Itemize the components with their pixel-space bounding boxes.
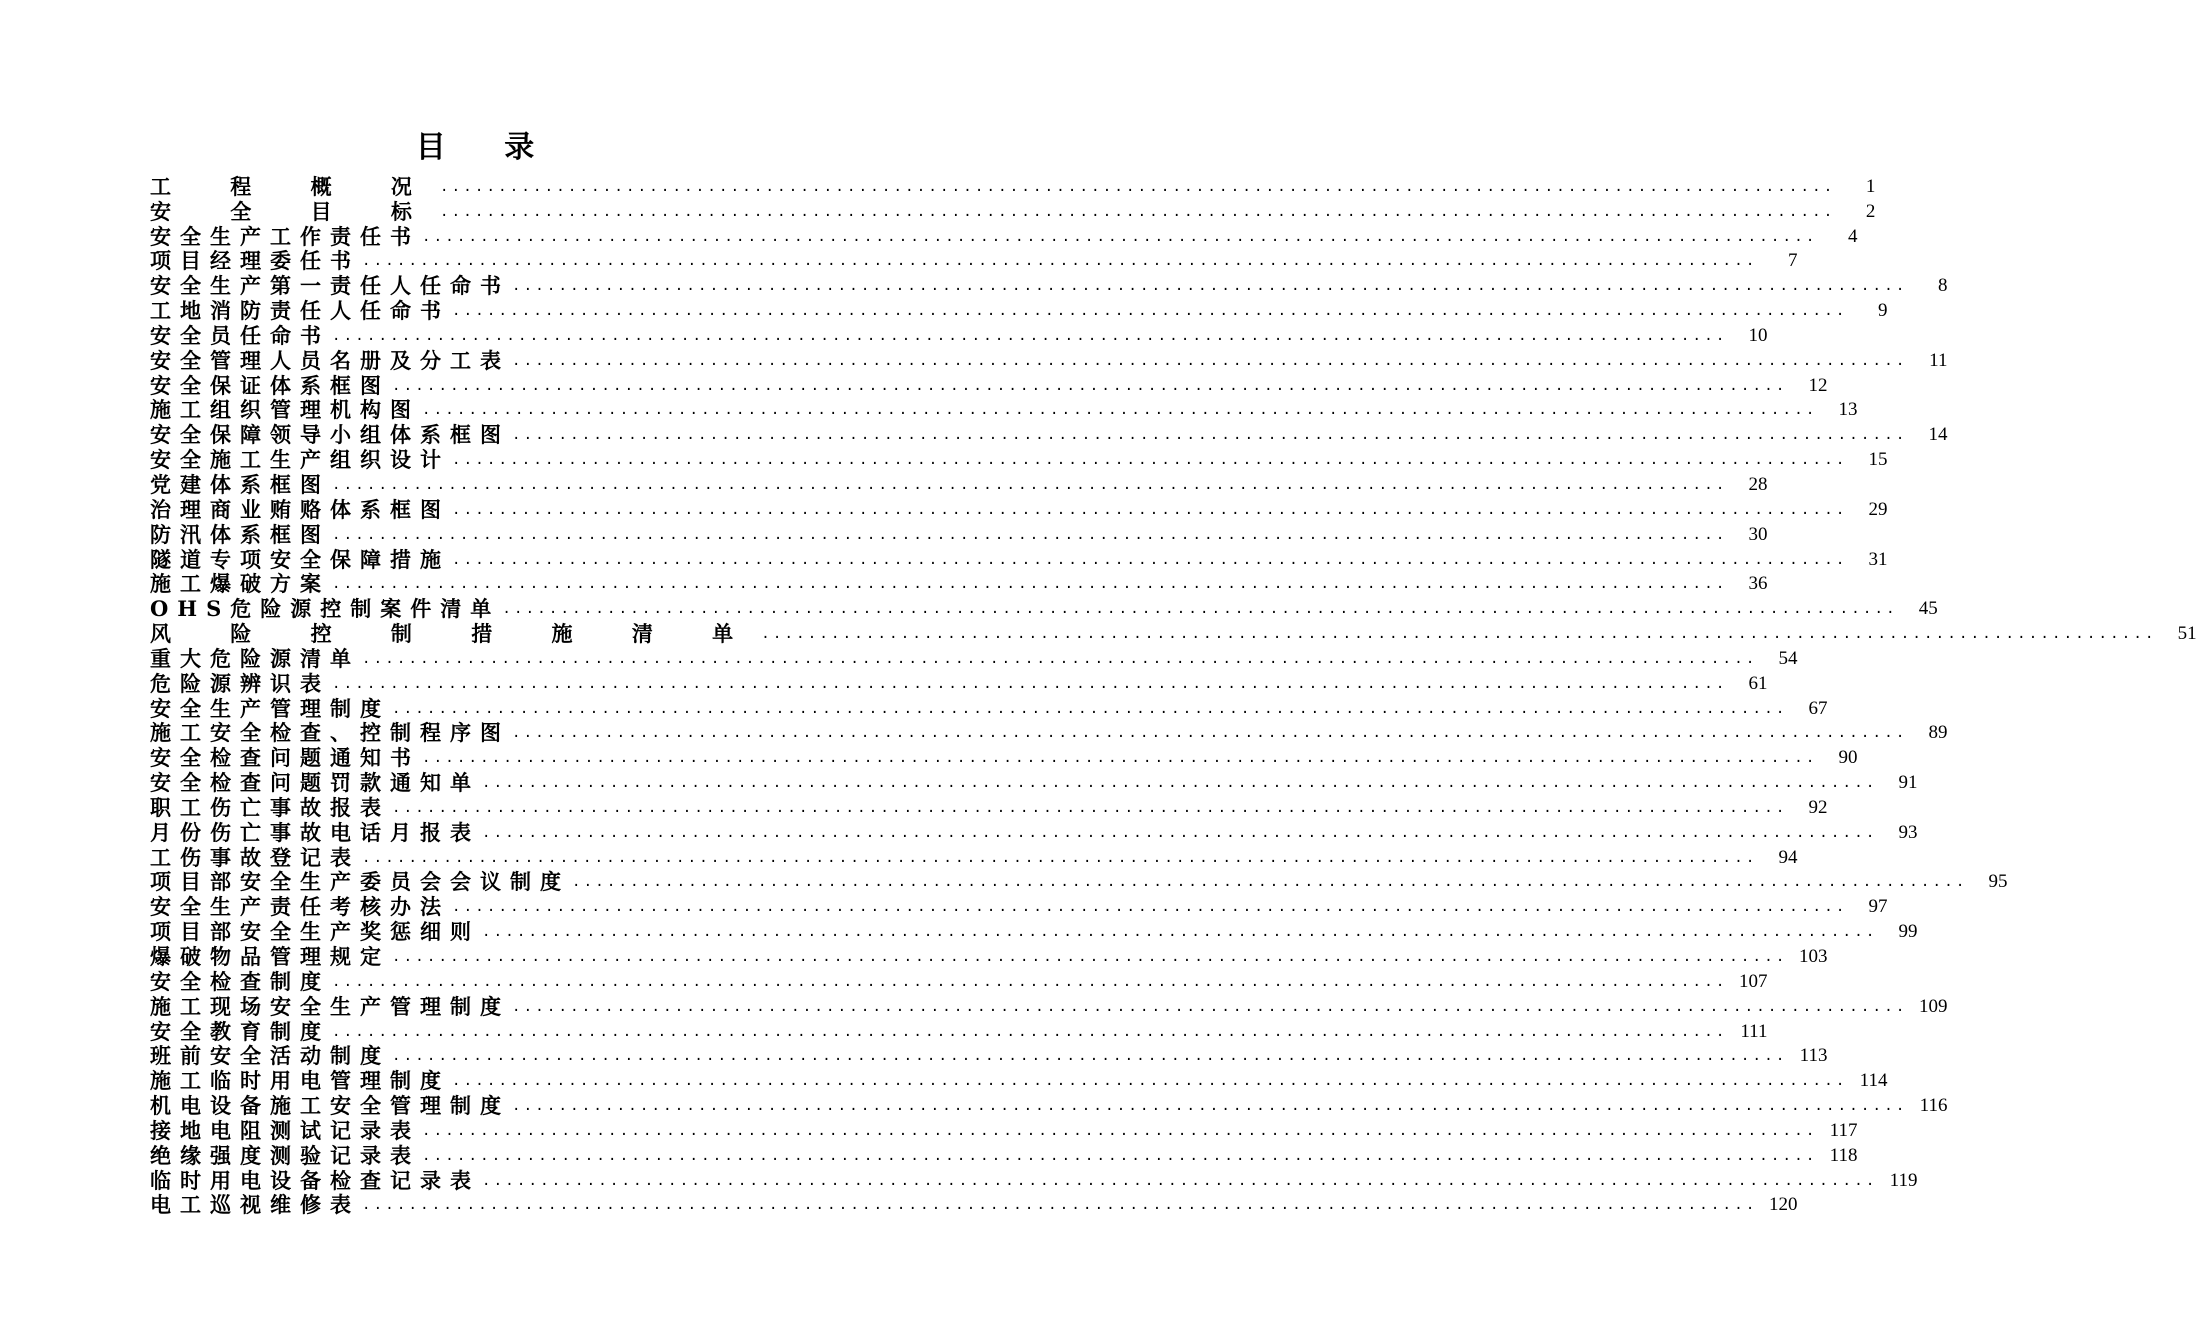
toc-entry-title: 安 全 目 标 bbox=[150, 198, 438, 224]
toc-entry bbox=[150, 372, 1828, 398]
toc-entry-title: 工 程 概 况 bbox=[150, 173, 438, 199]
toc-entry-title: 施工爆破方案 bbox=[150, 571, 330, 597]
toc-entry bbox=[150, 844, 1798, 870]
toc-entry-page-number: 111 bbox=[1740, 1020, 1768, 1042]
toc-entry-page-number: 4 bbox=[1847, 225, 1858, 247]
toc-entry-title: 安全施工生产组织设计 bbox=[150, 447, 450, 473]
toc-entry-title: 职工伤亡事故报表 bbox=[150, 794, 390, 820]
toc-entry-page-number: 2 bbox=[1865, 200, 1876, 222]
toc-entry bbox=[150, 1192, 1798, 1218]
toc-entry bbox=[150, 322, 1768, 348]
dot-leader: ........................................................................................................................ bbox=[512, 998, 1908, 1015]
toc-entry-title: 月份伤亡事故电话月报表 bbox=[150, 819, 480, 845]
toc-entry-page-number: 13 bbox=[1838, 399, 1858, 421]
toc-entry-page-number: 30 bbox=[1748, 523, 1768, 545]
toc-entry-title: 风 险 控 制 措 施 清 单 bbox=[150, 621, 760, 647]
dot-leader: ........................................................................................................................ bbox=[332, 327, 1728, 344]
toc-entry-page-number: 11 bbox=[1929, 349, 1948, 371]
dot-leader: ........................................................................................................................ bbox=[362, 1197, 1758, 1214]
toc-entry-title: 安全管理人员名册及分工表 bbox=[150, 347, 510, 373]
toc-entry-page-number: 14 bbox=[1928, 424, 1948, 446]
toc-entry bbox=[150, 471, 1768, 497]
toc-entry-page-number: 91 bbox=[1898, 772, 1918, 794]
toc-entry-title: 安全检查问题罚款通知单 bbox=[150, 770, 480, 796]
toc-entry-page-number: 31 bbox=[1868, 548, 1888, 570]
toc-entry bbox=[150, 968, 1768, 994]
toc-entry-title: 工伤事故登记表 bbox=[150, 844, 360, 870]
dot-leader: ........................................................................................................................ bbox=[512, 352, 1908, 369]
toc-entry-page-number: 94 bbox=[1778, 846, 1798, 868]
toc-entry bbox=[150, 546, 1888, 572]
toc-entry-title: 安全保障领导小组体系框图 bbox=[150, 422, 510, 448]
dot-leader: ........................................................................................................................ bbox=[332, 675, 1728, 692]
dot-leader: ........................................................................................................................ bbox=[452, 452, 1848, 469]
toc-entry-page-number: 103 bbox=[1798, 946, 1828, 967]
dot-leader: ........................................................................................................................ bbox=[512, 725, 1908, 742]
dot-leader: ........................................................................................................................ bbox=[452, 303, 1848, 320]
dot-leader: ........................................................................................................................ bbox=[439, 203, 1836, 220]
toc-entry bbox=[150, 894, 1888, 920]
toc-entry-page-number: 116 bbox=[1919, 1095, 1948, 1117]
toc-entry bbox=[150, 1167, 1918, 1193]
dot-leader: ........................................................................................................................ bbox=[362, 650, 1758, 667]
dot-leader: ........................................................................................................................ bbox=[422, 750, 1818, 767]
toc-entry-page-number: 29 bbox=[1868, 498, 1888, 520]
toc-entry-title: 班前安全活动制度 bbox=[150, 1043, 390, 1069]
dot-leader: ........................................................................................................................ bbox=[512, 427, 1908, 444]
toc-entry-title: 危险源辨识表 bbox=[150, 670, 330, 696]
toc-entry-page-number: 15 bbox=[1868, 449, 1888, 471]
toc-entry bbox=[150, 1117, 1858, 1143]
toc-entry-page-number: 7 bbox=[1787, 250, 1798, 272]
toc-entry-page-number: 119 bbox=[1889, 1169, 1918, 1191]
table-of-contents bbox=[150, 173, 2197, 1218]
toc-entry-page-number: 10 bbox=[1748, 324, 1768, 346]
toc-entry bbox=[150, 198, 1876, 224]
toc-entry-title: 项目部安全生产委员会会议制度 bbox=[150, 869, 570, 895]
toc-entry-title: 安全检查制度 bbox=[150, 968, 330, 994]
toc-entry bbox=[150, 819, 1918, 845]
toc-entry-page-number: 117 bbox=[1829, 1119, 1858, 1141]
toc-entry bbox=[150, 173, 1876, 199]
dot-leader: ........................................................................................................................ bbox=[452, 899, 1848, 916]
toc-entry-page-number: 1 bbox=[1865, 175, 1876, 197]
toc-entry-title: 安全生产责任考核办法 bbox=[150, 894, 450, 920]
toc-entry-title: OHS危险源控制案件清单 bbox=[150, 596, 501, 622]
toc-entry-title: 机电设备施工安全管理制度 bbox=[150, 1093, 510, 1119]
toc-entry-title: 隧道专项安全保障措施 bbox=[150, 546, 450, 572]
toc-entry-page-number: 93 bbox=[1898, 821, 1918, 843]
dot-leader: ........................................................................................................................ bbox=[452, 1073, 1848, 1090]
toc-entry-page-number: 8 bbox=[1937, 275, 1948, 297]
toc-entry bbox=[150, 745, 1858, 771]
toc-entry-title: 安全员任命书 bbox=[150, 322, 330, 348]
dot-leader: ........................................................................................................................ bbox=[502, 601, 1898, 618]
dot-leader: ........................................................................................................................ bbox=[512, 1098, 1908, 1115]
toc-entry-title: 重大危险源清单 bbox=[150, 645, 360, 671]
dot-leader: ........................................................................................................................ bbox=[482, 824, 1878, 841]
dot-leader: ........................................................................................................................ bbox=[392, 700, 1788, 717]
toc-entry-page-number: 118 bbox=[1829, 1144, 1858, 1166]
toc-entry-page-number: 120 bbox=[1768, 1194, 1798, 1216]
toc-entry-title: 安全检查问题通知书 bbox=[150, 745, 420, 771]
toc-entry-page-number: 45 bbox=[1918, 598, 1938, 620]
toc-entry-title: 党建体系框图 bbox=[150, 471, 330, 497]
dot-leader: ........................................................................................................................ bbox=[482, 775, 1878, 792]
toc-entry-title: 施工组织管理机构图 bbox=[150, 397, 420, 423]
toc-entry bbox=[150, 621, 2197, 647]
toc-entry bbox=[150, 447, 1888, 473]
toc-entry-page-number: 99 bbox=[1898, 921, 1918, 943]
dot-leader: ........................................................................................................................ bbox=[761, 626, 2157, 643]
toc-entry bbox=[150, 1018, 1768, 1044]
toc-entry bbox=[150, 770, 1918, 796]
toc-entry bbox=[150, 273, 1948, 299]
toc-entry bbox=[150, 720, 1948, 746]
dot-leader: ........................................................................................................................ bbox=[422, 1122, 1818, 1139]
toc-entry-page-number: 28 bbox=[1748, 473, 1768, 495]
toc-entry bbox=[150, 1068, 1888, 1094]
dot-leader: ........................................................................................................................ bbox=[422, 402, 1818, 419]
toc-entry-page-number: 107 bbox=[1738, 970, 1768, 992]
toc-entry bbox=[150, 347, 1948, 373]
toc-entry bbox=[150, 496, 1888, 522]
toc-entry bbox=[150, 571, 1768, 597]
toc-entry bbox=[150, 596, 1938, 622]
dot-leader: ........................................................................................................................ bbox=[362, 253, 1758, 270]
toc-entry-page-number: 113 bbox=[1799, 1045, 1828, 1067]
toc-entry bbox=[150, 645, 1798, 671]
toc-entry-title: 防汛体系框图 bbox=[150, 521, 330, 547]
toc-entry-title: 安全保证体系框图 bbox=[150, 372, 390, 398]
dot-leader: ........................................................................................................................ bbox=[362, 849, 1758, 866]
toc-entry-title: 接地电阻测试记录表 bbox=[150, 1117, 420, 1143]
dot-leader: ........................................................................................................................ bbox=[392, 377, 1788, 394]
toc-entry-title: 绝缘强度测验记录表 bbox=[150, 1142, 420, 1168]
toc-entry bbox=[150, 794, 1828, 820]
toc-entry bbox=[150, 248, 1798, 274]
toc-entry-title: 安全教育制度 bbox=[150, 1018, 330, 1044]
toc-entry bbox=[150, 944, 1828, 969]
toc-entry-title: 爆破物品管理规定 bbox=[150, 944, 390, 969]
toc-entry-title: 临时用电设备检查记录表 bbox=[150, 1167, 480, 1193]
toc-entry bbox=[150, 1093, 1948, 1119]
toc-entry-page-number: 67 bbox=[1808, 697, 1828, 719]
toc-entry-title: 施工现场安全生产管理制度 bbox=[150, 993, 510, 1019]
toc-entry-title: 项目经理委任书 bbox=[150, 248, 360, 274]
toc-entry-title: 工地消防责任人任命书 bbox=[150, 298, 450, 324]
dot-leader: ........................................................................................................................ bbox=[439, 178, 1836, 195]
dot-leader: ........................................................................................................................ bbox=[452, 501, 1848, 518]
toc-entry bbox=[150, 993, 1948, 1019]
toc-entry bbox=[150, 869, 2008, 895]
toc-entry bbox=[150, 919, 1918, 945]
toc-entry-page-number: 95 bbox=[1988, 871, 2008, 893]
toc-entry-title: 安全生产管理制度 bbox=[150, 695, 390, 721]
toc-entry bbox=[150, 670, 1768, 696]
toc-entry-title: 安全生产第一责任人任命书 bbox=[150, 273, 510, 299]
toc-entry bbox=[150, 1142, 1858, 1168]
dot-leader: ........................................................................................................................ bbox=[482, 924, 1878, 941]
dot-leader: ........................................................................................................................ bbox=[332, 576, 1728, 593]
toc-entry-page-number: 92 bbox=[1808, 796, 1828, 818]
toc-entry-title: 治理商业贿赂体系框图 bbox=[150, 496, 450, 522]
toc-entry-title: 项目部安全生产奖惩细则 bbox=[150, 919, 480, 945]
dot-leader: ........................................................................................................................ bbox=[332, 526, 1728, 543]
toc-entry-page-number: 97 bbox=[1868, 896, 1888, 918]
dot-leader: ........................................................................................................................ bbox=[452, 551, 1848, 568]
dot-leader: ........................................................................................................................ bbox=[392, 799, 1788, 816]
toc-entry bbox=[150, 521, 1768, 547]
toc-entry bbox=[150, 223, 1858, 249]
toc-entry bbox=[150, 1043, 1828, 1069]
toc-entry-page-number: 36 bbox=[1748, 573, 1768, 595]
toc-entry-title: 安全生产工作责任书 bbox=[150, 223, 420, 249]
toc-entry-page-number: 51 bbox=[2177, 623, 2197, 645]
dot-leader: ........................................................................................................................ bbox=[482, 1172, 1878, 1189]
dot-leader: ........................................................................................................................ bbox=[332, 973, 1728, 990]
dot-leader: ........................................................................................................................ bbox=[332, 476, 1728, 493]
toc-entry-title: 施工安全检查、控制程序图 bbox=[150, 720, 510, 746]
toc-entry-page-number: 12 bbox=[1808, 374, 1828, 396]
toc-entry-title: 电工巡视维修表 bbox=[150, 1192, 360, 1218]
toc-entry-page-number: 90 bbox=[1838, 747, 1858, 769]
dot-leader: ........................................................................................................................ bbox=[392, 1048, 1788, 1065]
toc-entry bbox=[150, 397, 1858, 423]
dot-leader: ........................................................................................................................ bbox=[512, 278, 1908, 295]
toc-entry bbox=[150, 695, 1828, 721]
toc-entry-page-number: 109 bbox=[1918, 995, 1948, 1017]
toc-entry bbox=[150, 298, 1888, 324]
page-title: 目 录 bbox=[415, 130, 559, 165]
toc-entry-title: 施工临时用电管理制度 bbox=[150, 1068, 450, 1094]
dot-leader: ........................................................................................................................ bbox=[422, 1147, 1818, 1164]
toc-entry bbox=[150, 422, 1948, 448]
dot-leader: ........................................................................................................................ bbox=[422, 228, 1818, 245]
dot-leader: ........................................................................................................................ bbox=[332, 1023, 1728, 1040]
toc-entry-page-number: 61 bbox=[1748, 672, 1768, 694]
toc-entry-page-number: 54 bbox=[1778, 647, 1798, 669]
toc-entry-page-number: 9 bbox=[1877, 300, 1888, 322]
dot-leader: ........................................................................................................................ bbox=[392, 949, 1788, 965]
toc-entry-page-number: 89 bbox=[1928, 722, 1948, 744]
toc-entry-page-number: 114 bbox=[1859, 1070, 1888, 1092]
dot-leader: ........................................................................................................................ bbox=[572, 874, 1968, 891]
